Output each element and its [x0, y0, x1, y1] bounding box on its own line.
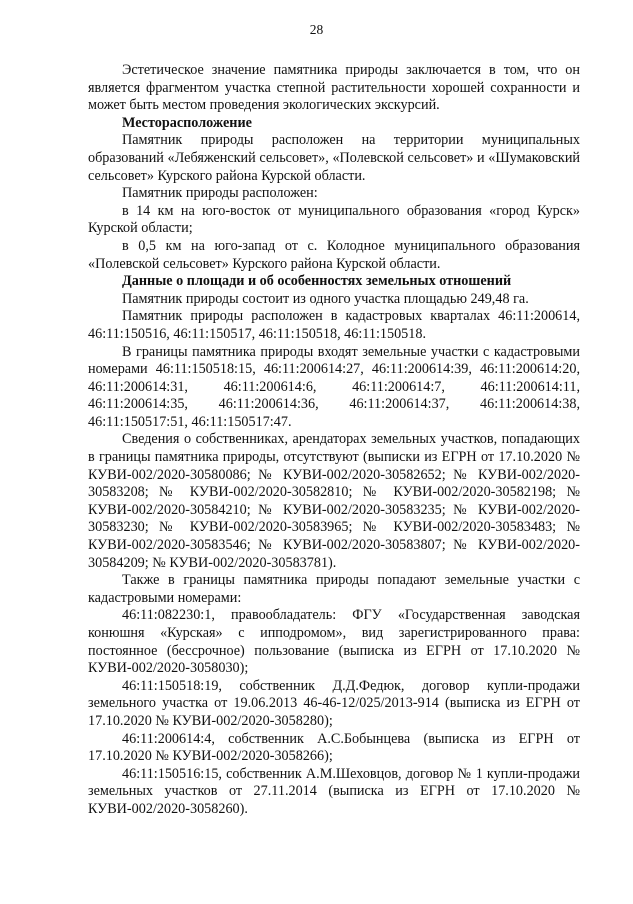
- paragraph: Памятник природы состоит из одного участка площадью 249,48 га.: [122, 290, 529, 307]
- paragraph: в 14 км на юго-восток от муниципального образования «город Курск» Курской области;: [88, 202, 580, 237]
- section-heading: Данные о площади и об особенностях земельных отношений: [122, 273, 512, 290]
- page-number: 28: [309, 22, 324, 37]
- section-heading: Месторасположение: [122, 114, 252, 131]
- paragraph: В границы памятника природы входят земельные участки с кадастровыми номерами 46:11:150518:15, 46:11:200614:27, 46:11:200614:39, 46:11:200614:20, 46:11:200614:31, 46:11:200614:6, 46:11:200614:7, 46:11:200614:11, 46:11:200614:35, 46:11:200614:36, 46:11:200614:37, 46:11:200614:38, 46:11:150517:51, 46:11:150517:47.: [88, 343, 580, 430]
- paragraph: 46:11:150518:19, собственник Д.Д.Федюк, договор купли-продажи земельного участка от 19.06.2013 46-46-12/025/2013-914 (выписка из ЕГРН от 17.10.2020 № КУВИ-002/2020-3058280);: [88, 677, 580, 729]
- paragraph: в 0,5 км на юго-запад от с. Колодное муниципального образования «Полевской сельсовет» Курского района Курской области.: [88, 237, 580, 272]
- paragraph: Сведения о собственниках, арендаторах земельных участков, попадающих в границы памятника природы, отсутствуют (выписки из ЕГРН от 17.10.2020 № КУВИ-002/2020-30580086; № КУВИ-002/2020-30582652; № КУВИ-002/2020-30583208; № КУВИ-002/2020-30582810; № КУВИ-002/2020-30582198; № КУВИ-002/2020-30584210; № КУВИ-002/2020-30583235; № КУВИ-002/2020-30583230; № КУВИ-002/2020-30583965; № КУВИ-002/2020-30583483; № КУВИ-002/2020-30583546; № КУВИ-002/2020-30583807; № КУВИ-002/2020-30584209; № КУВИ-002/2020-30583781).: [88, 431, 580, 571]
- paragraph: Памятник природы расположен в кадастровых кварталах 46:11:200614, 46:11:150516, 46:11:150517, 46:11:150518, 46:11:150518.: [88, 308, 580, 342]
- paragraph: Памятник природы расположен на территории муниципальных образований «Лебяженский сельсовет», «Полевской сельсовет» и «Шумаковский сельсовет» Курского района Курской области.: [88, 132, 580, 184]
- paragraph: 46:11:150516:15, собственник А.М.Шеховцов, договор № 1 купли-продажи земельных участков от 27.11.2014 (выписка из ЕГРН от 17.10.2020 № КУВИ-002/2020-3058260).: [88, 765, 580, 817]
- paragraph: 46:11:200614:4, собственник А.С.Бобынцева (выписка из ЕГРН от 17.10.2020 № КУВИ-002/2020-3058266);: [88, 730, 580, 765]
- document-body: [88, 62, 580, 819]
- paragraph: Памятник природы расположен:: [122, 185, 318, 202]
- paragraph: Также в границы памятника природы попадают земельные участки с кадастровыми номерами:: [88, 572, 580, 606]
- paragraph: Эстетическое значение памятника природы заключается в том, что он является фрагментом участка степной растительности хорошей сохранности и может быть местом проведения экологических экскурсий.: [88, 62, 580, 114]
- paragraph: 46:11:082230:1, правообладатель: ФГУ «Государственная заводская конюшня «Курская» с ипподромом», вид зарегистрированного права: постоянное (бессрочное) пользование (выписка из ЕГРН от 17.10.2020 № КУВИ-002/2020-3058030);: [88, 607, 580, 677]
